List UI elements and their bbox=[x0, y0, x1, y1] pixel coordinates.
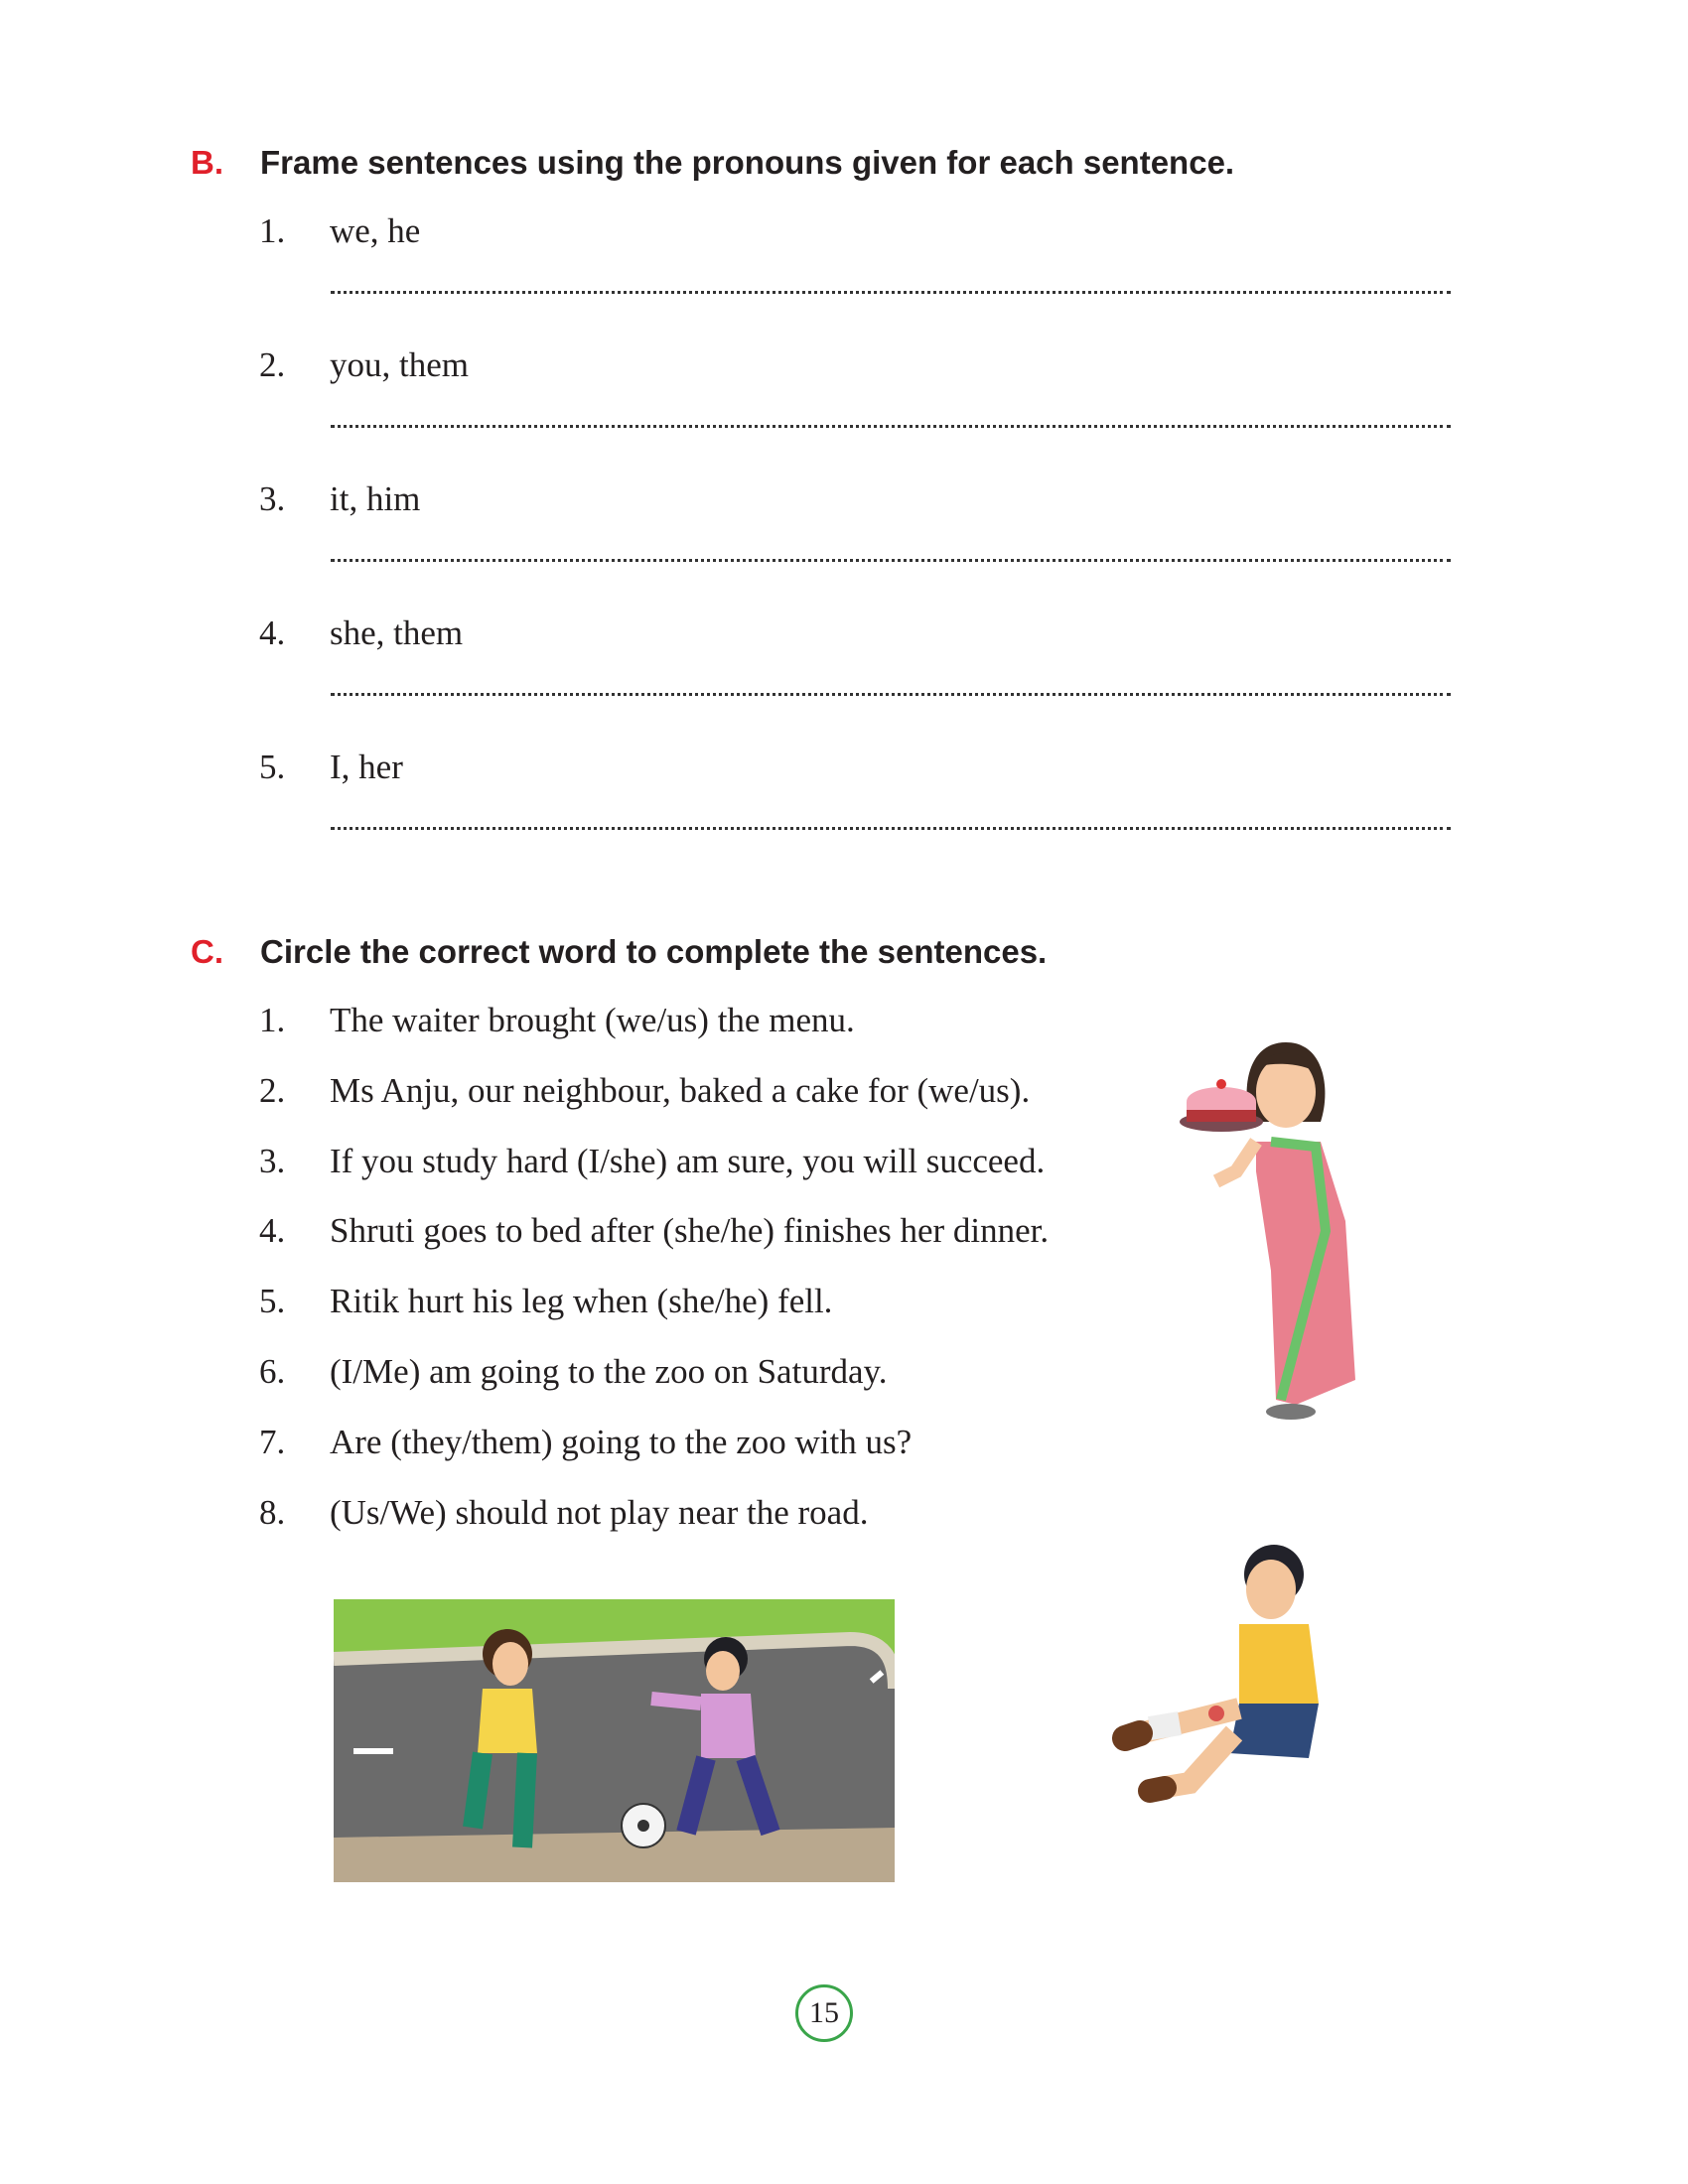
injured-boy-illustration bbox=[1110, 1535, 1348, 1813]
answer-line[interactable] bbox=[331, 559, 1451, 562]
section-b-letter: B. bbox=[191, 144, 223, 181]
item-pronouns: she, them bbox=[330, 614, 464, 652]
children-playing-football-illustration bbox=[334, 1599, 895, 1882]
section-c-letter: C. bbox=[191, 933, 223, 970]
item-sentence: Are (they/them) going to the zoo with us? bbox=[330, 1422, 913, 1461]
section-c-instruction: Circle the correct word to complete the sentences. bbox=[260, 933, 1048, 970]
item-sentence: Ritik hurt his leg when (she/he) fell. bbox=[330, 1282, 833, 1321]
item-sentence: (I/Me) am going to the zoo on Saturday. bbox=[330, 1352, 888, 1391]
item-sentence: Shruti goes to bed after (she/he) finishes her dinner. bbox=[330, 1211, 1050, 1251]
item-number: 7. bbox=[259, 1422, 286, 1461]
answer-line[interactable] bbox=[331, 827, 1451, 830]
item-number: 2. bbox=[259, 345, 286, 384]
item-pronouns: you, them bbox=[330, 345, 469, 384]
item-number: 6. bbox=[259, 1352, 286, 1391]
item-sentence: If you study hard (I/she) am sure, you will succeed. bbox=[330, 1141, 1046, 1180]
item-number: 2. bbox=[259, 1070, 286, 1110]
item-number: 1. bbox=[259, 1001, 286, 1039]
woman-with-cake-illustration bbox=[1177, 1023, 1395, 1430]
item-number: 5. bbox=[259, 1282, 286, 1321]
item-number: 8. bbox=[259, 1492, 286, 1532]
item-pronouns: it, him bbox=[330, 479, 421, 518]
page-number: 15 bbox=[795, 1984, 853, 2042]
item-pronouns: we, he bbox=[330, 211, 421, 250]
item-sentence: (Us/We) should not play near the road. bbox=[330, 1492, 869, 1532]
item-number: 3. bbox=[259, 479, 286, 518]
answer-line[interactable] bbox=[331, 291, 1451, 294]
item-sentence: Ms Anju, our neighbour, baked a cake for (we/us). bbox=[330, 1070, 1031, 1110]
answer-line[interactable] bbox=[331, 693, 1451, 696]
item-number: 4. bbox=[259, 1211, 286, 1251]
answer-line[interactable] bbox=[331, 425, 1451, 428]
item-number: 3. bbox=[259, 1141, 286, 1180]
item-number: 4. bbox=[259, 614, 286, 652]
item-pronouns: I, her bbox=[330, 748, 403, 786]
section-b-instruction: Frame sentences using the pronouns given for each sentence. bbox=[260, 144, 1235, 181]
item-number: 1. bbox=[259, 211, 286, 250]
item-sentence: The waiter brought (we/us) the menu. bbox=[330, 1001, 855, 1039]
item-number: 5. bbox=[259, 748, 286, 786]
